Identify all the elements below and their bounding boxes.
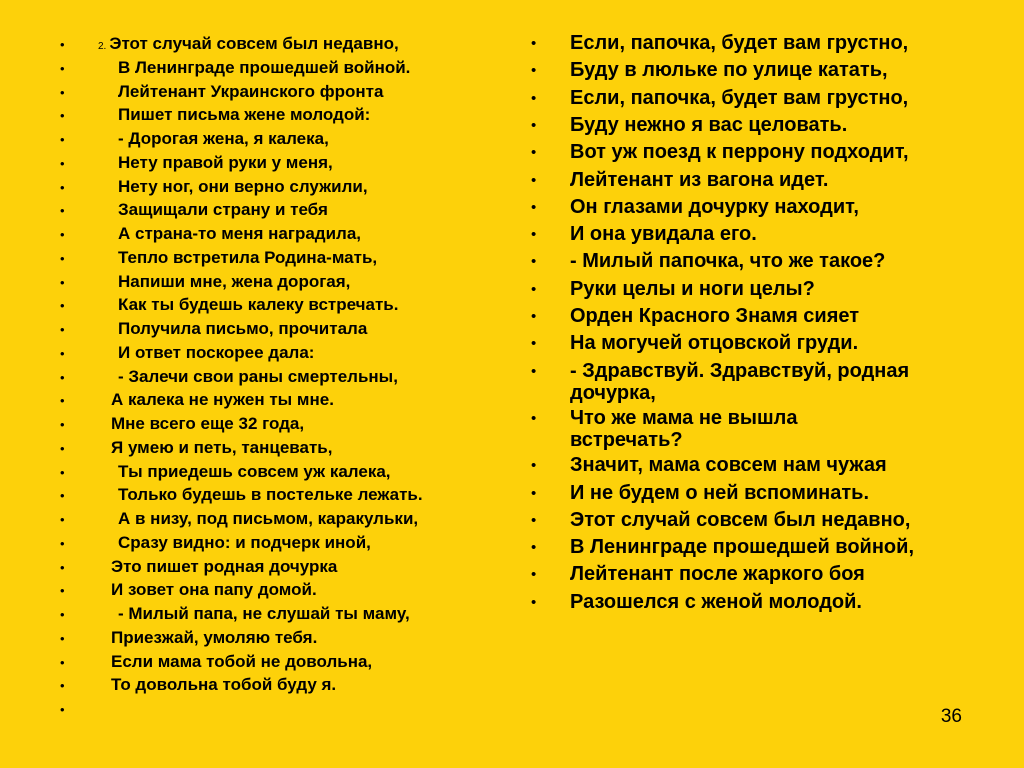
poem-line-text: Я умею и петь, танцевать, [111, 437, 333, 457]
poem-line-text: Если, папочка, будет вам грустно, [570, 32, 909, 54]
bullet-icon: • [60, 630, 65, 646]
poem-line [118, 343, 314, 363]
poem-line [118, 129, 329, 149]
poem-line [118, 58, 410, 78]
poem-line [118, 153, 333, 173]
bullet-icon: • [60, 440, 65, 456]
poem-line-text: Сразу видно: и подчерк иной, [118, 532, 371, 552]
poem-line-text: Нету ног, они верно служили, [118, 176, 368, 196]
poem-line [118, 82, 383, 102]
poem-line-text: Только будешь в постельке лежать. [118, 485, 423, 505]
poem-line-text: И зовет она папу домой. [111, 580, 317, 600]
poem-line-text: Получила письмо, прочитала [118, 319, 368, 338]
bullet-icon: • [531, 484, 537, 502]
bullet-icon: • [531, 280, 537, 298]
poem-line-text: Буду в люльке по улице катать, [570, 59, 888, 82]
bullet-icon: • [531, 362, 537, 380]
poem-line-text: Если, папочка, будет вам грустно, [570, 86, 909, 109]
poem-line [111, 390, 334, 410]
poem-line-text: Ты приедешь совсем уж калека, [118, 461, 391, 481]
bullet-icon: • [531, 593, 537, 611]
poem-line [118, 319, 367, 339]
poem-line [111, 414, 304, 434]
poem-line-text: То довольна тобой буду я. [111, 675, 337, 695]
bullet-icon: • [60, 203, 65, 219]
bullet-icon: • [60, 132, 65, 147]
poem-line [118, 105, 370, 125]
bullet-icon: • [531, 35, 537, 52]
poem-line [111, 557, 337, 577]
poem-line-text: Приезжай, умоляю тебя. [111, 627, 318, 647]
bullet-icon: • [531, 566, 537, 584]
poem-line-text: дочурка, [570, 381, 656, 404]
poem-line-text: встречать? [570, 428, 683, 451]
poem-line-text: - Дорогая жена, я калека, [118, 129, 329, 148]
poem-line-text: - Здравствуй. Здравствуй, родная [570, 359, 910, 382]
bullet-icon: • [60, 559, 65, 575]
poem-line-text: В Ленинграде прошедшей войной. [118, 57, 411, 77]
bullet-icon: • [60, 345, 65, 361]
bullet-icon: • [531, 308, 537, 325]
poem-line-text: Защищали страну и тебя [118, 200, 328, 220]
poem-line-text: А калека не нужен ты мне. [111, 390, 334, 410]
bullet-icon: • [531, 457, 537, 475]
bullet-icon: • [531, 226, 537, 244]
bullet-icon: • [531, 253, 537, 271]
poem-line-text: А страна-то меня наградила, [118, 224, 362, 243]
bullet-icon: • [60, 369, 65, 385]
poem-line-text: - Милый папочка, что же такое? [570, 250, 886, 273]
bullet-icon: • [531, 116, 537, 134]
bullet-icon: • [60, 678, 65, 694]
bullet-icon: • [60, 322, 65, 337]
bullet-icon: • [531, 511, 537, 529]
bullet-icon: • [531, 171, 537, 189]
bullet-icon: • [60, 535, 65, 551]
bullet-icon: • [60, 60, 65, 76]
poem-line-text: Руки целы и ноги целы? [570, 277, 815, 300]
poem-line-text: Он глазами дочурку находит, [570, 195, 859, 218]
poem-line-text: Значит, мама совсем нам чужая [570, 454, 887, 477]
poem-line-text: Лейтенант из вагона идет. [570, 168, 829, 191]
poem-line-text: Этот случай совсем был недавно, [109, 34, 399, 53]
poem-line-text: Это пишет родная дочурка [111, 556, 338, 576]
poem-line-text: На могучей отцовской груди. [570, 332, 859, 355]
poem-line [118, 177, 368, 197]
bullet-icon: • [60, 654, 65, 670]
poem-line [111, 628, 317, 648]
bullet-icon: • [531, 198, 537, 216]
poem-line-text: И она увидала его. [570, 223, 757, 246]
bullet-icon: • [531, 89, 537, 107]
bullet-icon: • [60, 179, 65, 195]
bullet-icon: • [60, 274, 65, 290]
poem-line-text: Мне всего еще 32 года, [111, 414, 305, 433]
poem-line-text: Вот уж поезд к перрону подходит, [570, 141, 909, 164]
poem-line-text: Как ты будешь калеку встречать. [118, 295, 399, 315]
bullet-icon: • [60, 227, 65, 242]
poem-line [111, 438, 332, 458]
bullet-icon: • [60, 37, 65, 52]
bullet-icon: • [60, 607, 65, 622]
poem-line-text: Что же мама не вышла [570, 406, 798, 429]
bullet-icon: • [60, 298, 65, 314]
line-number-prefix: 2. [98, 41, 107, 52]
bullet-icon: • [531, 409, 537, 427]
bullet-icon: • [60, 488, 65, 504]
poem-line [111, 580, 317, 600]
bullet-icon: • [60, 108, 65, 124]
poem-line [118, 295, 398, 315]
poem-line-text: Орден Красного Знамя сияет [570, 305, 860, 327]
bullet-icon: • [60, 512, 65, 527]
poem-line [118, 509, 418, 529]
bullet-icon: • [60, 250, 65, 266]
poem-line-text: Лейтенант Украинского фронта [118, 81, 384, 101]
poem-line-text: Нету правой руки у меня, [118, 152, 333, 172]
poem-line-text: Пишет письма жене молодой: [118, 105, 371, 125]
bullet-icon: • [60, 393, 65, 409]
poem-line-text: Если мама тобой не довольна, [111, 651, 373, 671]
bullet-icon: • [531, 144, 537, 162]
poem-line [118, 224, 361, 244]
poem-line [118, 485, 423, 505]
bullet-icon: • [531, 539, 537, 557]
bullet-icon: • [60, 417, 65, 432]
poem-line [118, 462, 391, 482]
bullet-icon: • [60, 84, 65, 100]
poem-line-text: Разошелся с женой молодой. [570, 590, 862, 613]
poem-line-text: - Залечи свои раны смертельны, [118, 366, 398, 386]
poem-line-text: Буду нежно я вас целовать. [570, 113, 848, 136]
bullet-icon: • [531, 335, 537, 353]
poem-line-text: Напиши мне, жена дорогая, [118, 271, 351, 291]
bullet-icon: • [60, 702, 65, 717]
bullet-icon: • [531, 62, 537, 80]
poem-line [111, 652, 372, 672]
poem-line [118, 248, 377, 268]
poem-line-text: Тепло встретила Родина-мать, [118, 247, 378, 267]
poem-line-text: И ответ поскорее дала: [118, 342, 315, 362]
poem-line [118, 533, 371, 553]
poem-line-text: И не будем о ней вспоминать. [570, 481, 870, 504]
poem-line-text: Этот случай совсем был недавно, [570, 508, 911, 531]
poem-line-text: Лейтенант после жаркого боя [570, 563, 865, 586]
poem-line-text: В Ленинграде прошедшей войной, [570, 536, 914, 559]
poem-line-text: - Милый папа, не слушай ты маму, [118, 604, 410, 623]
poem-line [118, 367, 398, 387]
bullet-icon: • [60, 155, 65, 171]
poem-line [111, 675, 336, 695]
poem-line [118, 272, 350, 292]
bullet-icon: • [60, 464, 65, 480]
page-number: 36 [940, 706, 962, 727]
poem-line [118, 604, 410, 624]
bullet-icon: • [60, 583, 65, 599]
poem-line [98, 34, 399, 54]
poem-line-text: А в низу, под письмом, каракульки, [118, 509, 419, 528]
poem-line [118, 200, 328, 220]
